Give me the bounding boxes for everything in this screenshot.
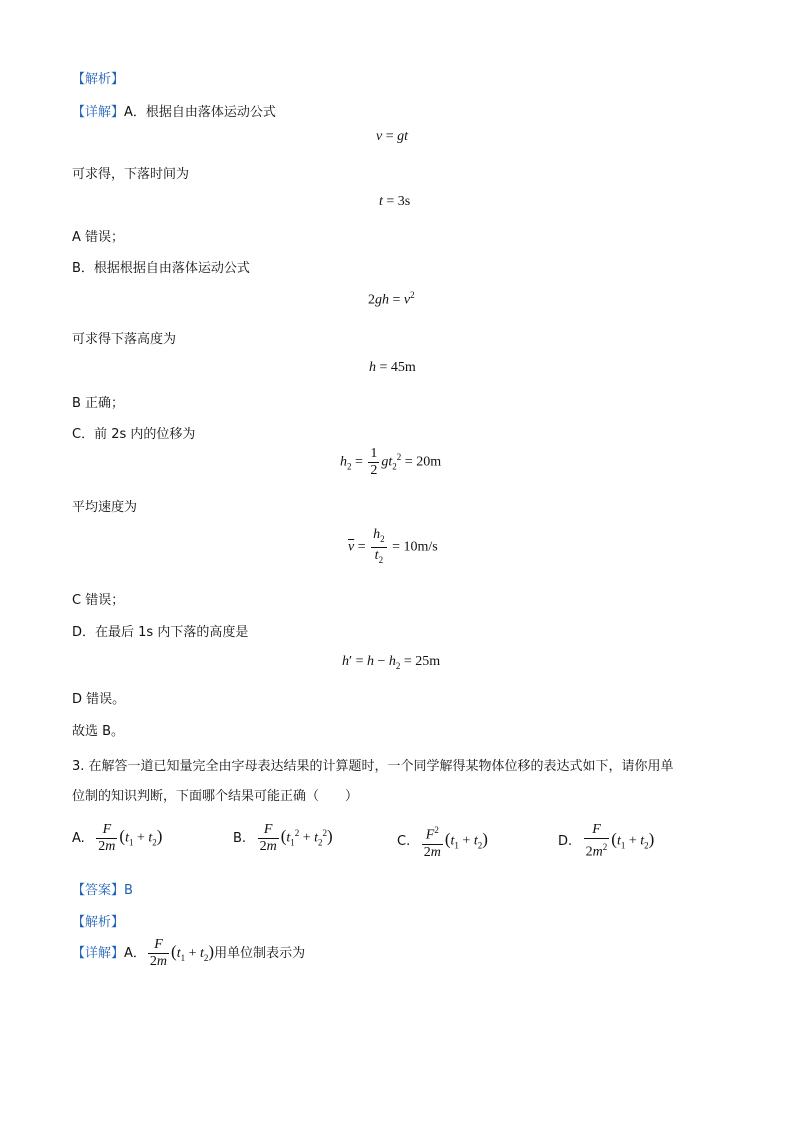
- text-c-wrong: C 错误；: [72, 593, 125, 608]
- option-a: A. $\frac{F}{2m}$ $(t_1 + t_2)$: [72, 822, 163, 854]
- option-c: C. $\frac{F^2}{2m}$ $(t_1 + t_2)$: [397, 822, 488, 861]
- text-choose-b: 故选 B。: [72, 724, 125, 739]
- equation-h2-result: = 20m: [404, 454, 442, 470]
- equation-t-3s: t = 3s: [379, 194, 411, 209]
- fraction-half: $\frac{1}{2}$: [370, 446, 378, 478]
- detail-tag: 【详解】: [72, 105, 125, 120]
- option-d: D. $\frac{F}{2m^2}$ $(t_1 + t_2)$: [558, 822, 655, 860]
- answer-label: 【答案】B: [72, 883, 133, 898]
- text-d-intro: D．在最后 1s 内下落的高度是: [72, 625, 249, 640]
- detail-a-rest: A．根据自由落体运动公式: [124, 105, 276, 120]
- detail-2-line: 【详解】A． $\frac{F}{2m}$ $(t_1 + t_2)$用单位制表示为: [72, 937, 306, 969]
- question-3-line-2: 位制的知识判断，下面哪个结果可能正确（ ）: [72, 789, 359, 804]
- equation-2gh: $2gh = v^2$: [368, 290, 415, 308]
- analysis-heading-2: 【解析】: [72, 915, 125, 930]
- text-a-wrong: A 错误；: [72, 230, 125, 245]
- text-fall-time: 可求得，下落时间为: [72, 167, 190, 182]
- text-b-right: B 正确；: [72, 396, 125, 411]
- option-b: B. $\frac{F}{2m}$ $(t_1^2 + t_2^2)$: [233, 822, 333, 854]
- fraction-h2-t2: $\frac{h_2}{t_2}$: [373, 527, 385, 565]
- text-b-intro: B．根据根据自由落体运动公式: [72, 261, 250, 276]
- equation-avg-v-result: = 10m/s: [392, 539, 438, 555]
- detail-a-text: [72, 101, 276, 120]
- equation-v-gt: v = gt: [376, 129, 409, 144]
- equation-h2: $h_2$ = $\frac{1}{2}$ $gt_2^2 = 20m$: [340, 446, 442, 478]
- equation-h-prime: $h' = h - h_2 = 25m$: [342, 654, 441, 671]
- analysis-heading: 【解析】: [72, 72, 125, 87]
- equation-avg-v: $\overline{v}$ = $\frac{h_2}{t_2}$ = 10m/s: [348, 527, 438, 568]
- equation-h-45m: h = 45m: [369, 360, 416, 375]
- text-c-intro: C．前 2s 内的位移为: [72, 427, 196, 442]
- text-avg-speed: 平均速度为: [72, 500, 138, 515]
- detail-2-suffix: 用单位制表示为: [214, 946, 306, 961]
- question-3-line-1: 3. 在解答一道已知量完全由字母表达结果的计算题时，一个同学解得某物体位移的表达式如下，请你用单: [72, 759, 674, 774]
- text-height: 可求得下落高度为: [72, 332, 177, 347]
- text-d-wrong: D 错误。: [72, 692, 126, 707]
